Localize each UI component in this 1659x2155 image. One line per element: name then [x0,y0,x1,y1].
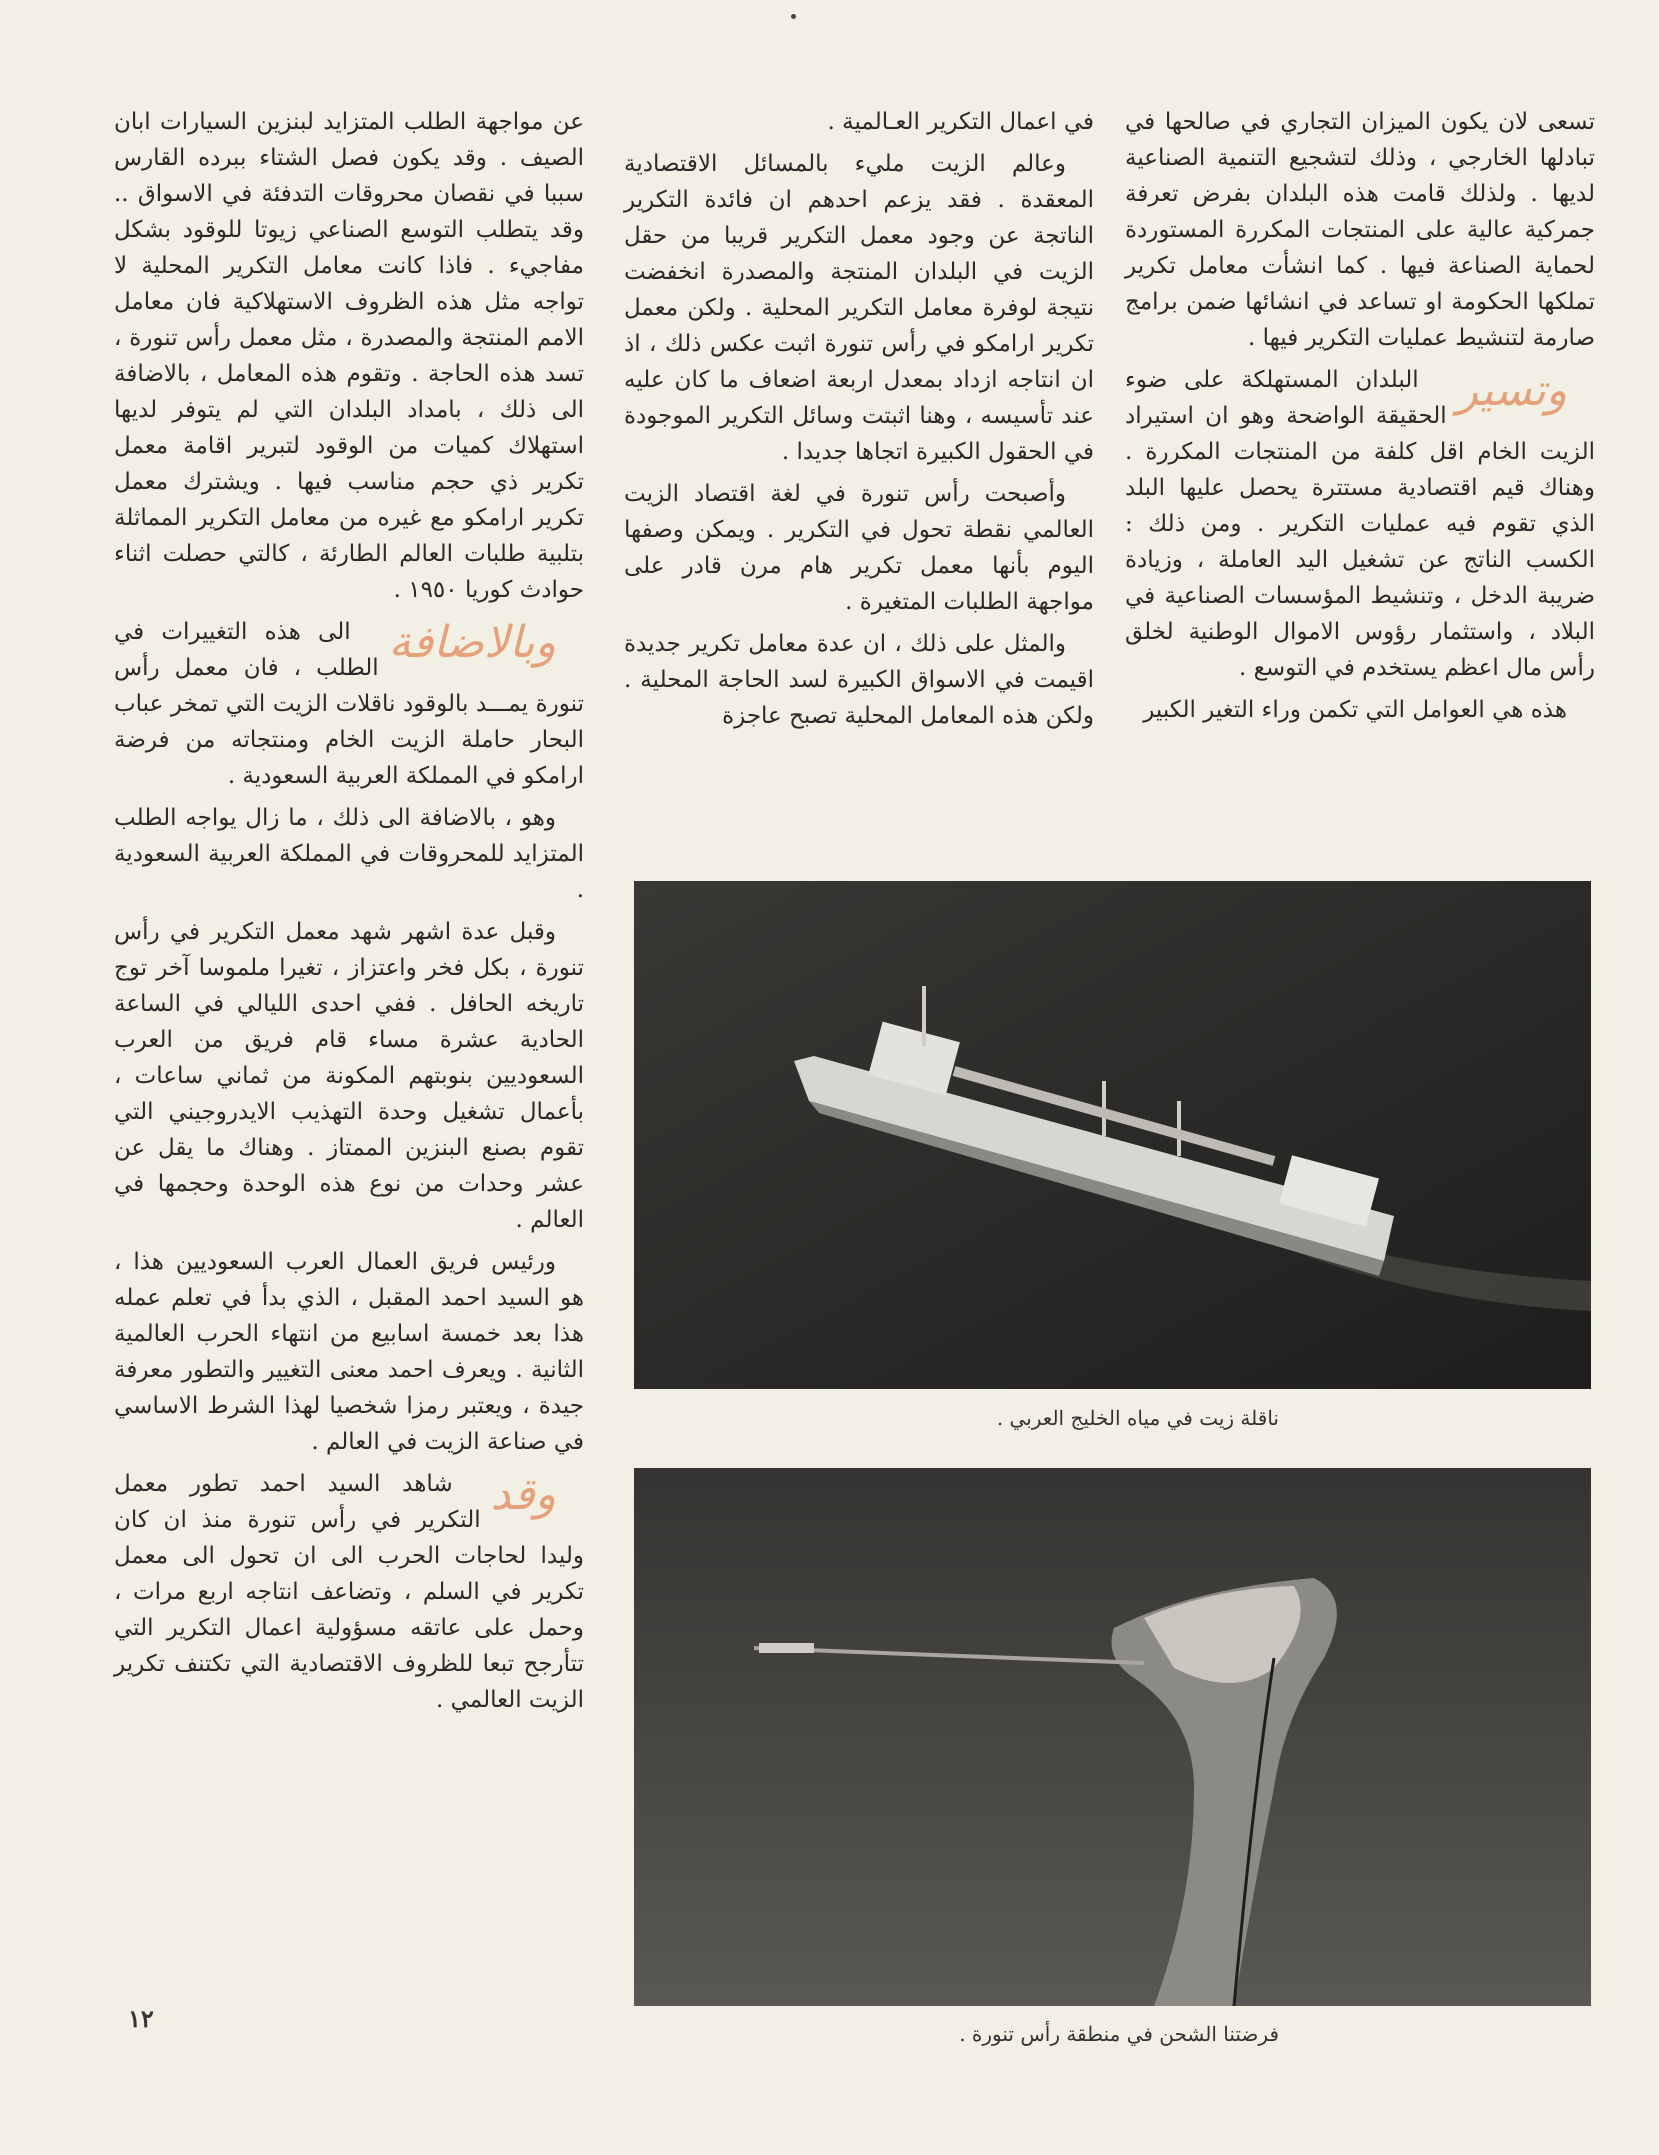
paragraph [114,1466,584,1718]
paragraph [1125,362,1595,686]
paragraph: والمثل على ذلك ، ان عدة معامل تكرير جديدة اقيمت في الاسواق الكبيرة لسد الحاجة المحلية . ولكن هذه المعامل المحلية تصبح عاجزة [624,631,1094,729]
paragraph: في اعمال التكرير العـالمية . [827,109,1094,135]
page-dot [791,14,796,19]
photo-caption: ناقلة زيت في مياه الخليج العربي . [996,1406,1279,1430]
port-image [634,1468,1591,2006]
port-photo [634,1468,1591,2006]
paragraph: هذه هي العوامل التي تكمن وراء التغير الكبير [1143,697,1567,723]
column-right [1125,104,1595,734]
paragraph: عن مواجهة الطلب المتزايد لبنزين السيارات ابان الصيف . وقد يكون فصل الشتاء ببرده القارس سببا في نقصان محروقات التدفئة في الاسواق .. وقد يتطلب التوسع الصناعي زيوتا للوقود بشكل مفاجيء . فاذا كانت معامل التكرير المحلية لا تواجه مثل هذه الظروف الاستهلاكية فان معامل الامم المنتجة والمصدرة ، مثل معمل رأس تنورة ، تسد هذه الحاجة . وتقوم هذه المعامل ، بالاضافة الى ذلك ، بامداد البلدان التي لم يتوفر لديها استهلاك كميات من الوقود لتبرير اقامة معمل تكرير ذي حجم مناسب فيها . ويشترك معمل تكرير ارامكو مع غيره من معامل التكرير المماثلة بتلبية طلبات العالم الطارئة ، كالتي حصلت اثناء حوادث كوريا ١٩٥٠ . [114,109,584,603]
paragraph-text: البلدان المستهلكة على ضوء الحقيقة الواضحة وهو ان استيراد الزيت الخام اقل كلفة من المنتجات المكررة . وهناك قيم اقتصادية مستترة يحصل عليها البلد الذي تقوم فيه عمليات التكرير . ومن ذلك : الكسب الناتج عن تشغيل اليد العاملة ، وزيادة ضريبة الدخل ، وتنشيط المؤسسات الصناعية في البلاد ، واستثمار رؤوس الاموال الوطنية لخلق رأس مال اعظم يستخدم في التوسع . [1125,367,1595,681]
column-left [114,104,584,1724]
column-middle [624,104,1094,740]
drop-word: وقد [490,1469,556,1520]
tanker-image [634,881,1591,1389]
paragraph [114,614,584,794]
paragraph: ورئيس فريق العمال العرب السعوديين هذا ، هو السيد احمد المقبل ، الذي بدأ في تعلم عمله هذا بعد خمسة اسابيع من انتهاء الحرب العالمية الثانية . ويعرف احمد معنى التغيير والتطور معرفة جيدة ، ويعتبر رمزا شخصيا لهذا الشرط الاساسي في صناعة الزيت في العالم . [114,1249,584,1455]
photo-caption: فرضتنا الشحن في منطقة رأس تنورة . [959,2022,1279,2046]
paragraph: وهو ، بالاضافة الى ذلك ، ما زال يواجه الطلب المتزايد للمحروقات في المملكة العربية السعودية . [114,805,584,903]
paragraph: وقبل عدة اشهر شهد معمل التكرير في رأس تنورة ، بكل فخر واعتزاز ، تغيرا ملموسا آخر توج تاريخه الحافل . ففي احدى الليالي في الساعة الحادية عشرة مساء قام فريق من العرب السعوديين بنوبتهم المكونة من ثماني ساعات ، بأعمال تشغيل وحدة التهذيب الايدروجيني التي تقوم بصنع البنزين الممتاز . وهناك ما يقل عن عشر وحدات من نوع هذه الوحدة وحجمها في العالم . [114,919,584,1233]
paragraph-text: شاهد السيد احمد تطور معمل التكرير في رأس تنورة منذ ان كان وليدا لحاجات الحرب الى ان تحول الى معمل تكرير في السلم ، وتضاعف انتاجه اربع مرات ، وحمل على عاتقه مسؤولية اعمال التكرير التي تتأرجح تبعا للظروف الاقتصادية التي تكتنف تكرير الزيت العالمي . [114,1471,584,1713]
page-number: ١٢ [128,2004,154,2033]
paragraph: وعالم الزيت مليء بالمسائل الاقتصادية المعقدة . فقد يزعم احدهم ان فائدة التكرير الناتجة عن وجود معمل التكرير قريبا من حقل الزيت في البلدان المنتجة والمصدرة انخفضت نتيجة لوفرة معامل التكرير المحلية . ولكن معمل تكرير ارامكو في رأس تنورة اثبت عكس ذلك ، اذ ان انتاجه ازداد بمعدل اربعة اضعاف ما كان عليه عند تأسيسه ، وهنا اثبتت وسائل التكرير الموجودة في الحقول الكبيرة اتجاها جديدا . [624,151,1094,465]
tanker-photo [634,881,1591,1389]
drop-word: وبالاضافة [388,617,556,668]
paragraph: تسعى لان يكون الميزان التجاري في صالحها في تبادلها الخارجي ، وذلك لتشجيع التنمية الصناعية لديها . ولذلك قامت هذه البلدان بفرض تعرفة جمركية عالية على المنتجات المكررة المستوردة لحماية الصناعة فيها . كما انشأت معامل تكرير تملكها الحكومة او تساعد في انشائها ضمن برامج صارمة لتنشيط عمليات التكرير فيها . [1125,109,1595,351]
paragraph-text: الى هذه التغييرات في الطلب ، فان معمل رأس تنورة يمـــد بالوقود ناقلات الزيت التي تمخر عباب البحار حاملة الزيت الخام ومنتجاته من فرضة ارامكو في المملكة العربية السعودية . [114,619,584,789]
paragraph: وأصبحت رأس تنورة في لغة اقتصاد الزيت العالمي نقطة تحول في التكرير . ويمكن وصفها اليوم بأنها معمل تكرير هام مرن قادر على مواجهة الطلبات المتغيرة . [624,481,1094,615]
drop-word: وتسير [1456,365,1567,416]
